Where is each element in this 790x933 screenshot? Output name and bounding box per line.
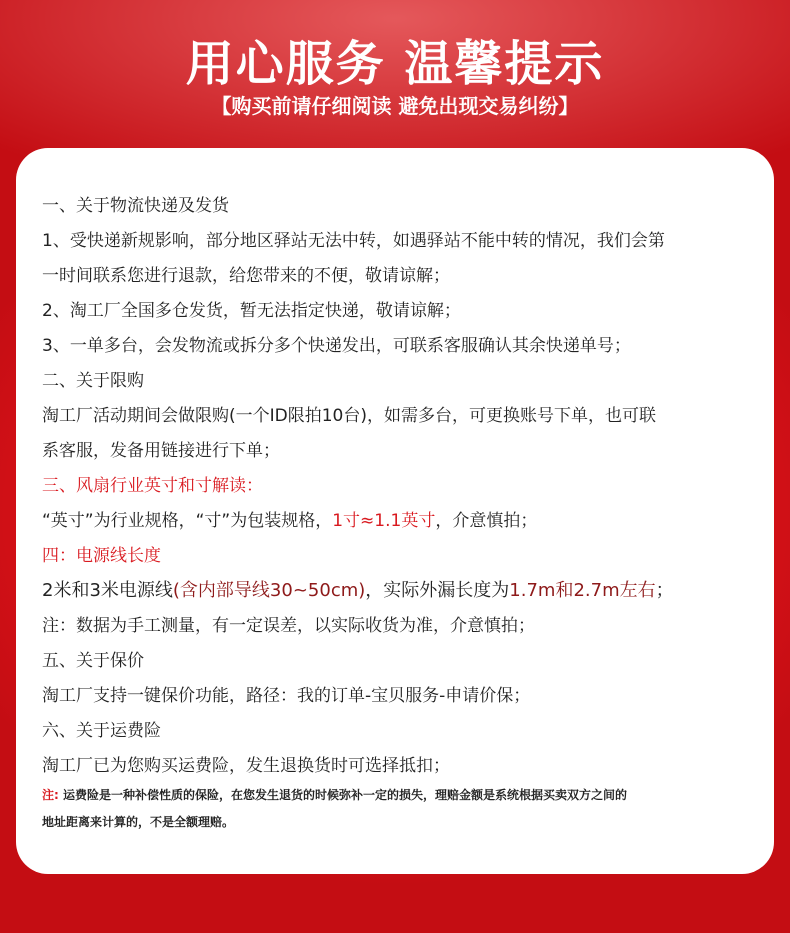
section-heading-price: 五、关于保价: [42, 651, 144, 671]
section-heading-insurance: 六、关于运费险: [42, 721, 161, 741]
cord-text-e: ；: [655, 580, 674, 601]
size-text-c: ，介意慎拍；: [435, 511, 538, 531]
size-text: [42, 509, 766, 533]
section-heading-logistics: 一、关于物流快递及发货: [42, 196, 229, 216]
logistics-item-1: 1、受快递新规影响，部分地区驿站无法中转，如遇驿站不能中转的情况，我们会第: [42, 231, 665, 251]
cord-text-length: 1.7m和2.7m左右: [509, 580, 656, 601]
insurance-note-label: 注:: [42, 788, 59, 802]
section-heading-size: 三、风扇行业英寸和寸解读：: [42, 476, 263, 496]
limit-text-cont: 系客服，发备用链接进行下单；: [42, 441, 280, 461]
size-text-highlight: 1寸≈1.1英寸: [332, 511, 436, 531]
insurance-note: [42, 784, 766, 806]
size-text-a: “英寸”为行业规格，“寸”为包装规格，: [42, 511, 333, 531]
section-heading-cord: 四：电源线长度: [42, 546, 161, 566]
cord-text-inner: (含内部导线30~50cm): [172, 580, 366, 601]
logistics-item-3: 3、一单多台，会发物流或拆分多个快递发出，可联系客服确认其余快递单号；: [42, 336, 631, 356]
limit-text: 淘工厂活动期间会做限购(一个ID限拍10台)，如需多台，可更换账号下单，也可联: [42, 406, 656, 426]
page-title: 用心服务 温馨提示: [185, 36, 605, 92]
insurance-text: 淘工厂已为您购买运费险，发生退换货时可选择抵扣；: [42, 756, 450, 776]
page-subtitle: 【购买前请仔细阅读 避免出现交易纠纷】: [211, 94, 579, 118]
insurance-note-cont: 地址距离来计算的，不是全额理赔。: [42, 815, 235, 829]
price-text: 淘工厂支持一键保价功能，路径：我的订单-宝贝服务-申请价保；: [42, 686, 531, 706]
cord-text-c: ，实际外漏长度为: [365, 580, 510, 601]
insurance-note-text: 运费险是一种补偿性质的保险，在您发生退货的时候弥补一定的损失，理赔金额是系统根据买卖双方之间的: [58, 788, 627, 802]
logistics-item-1-cont: 一时间联系您进行退款，给您带来的不便，敬请谅解；: [42, 266, 450, 286]
notice-card: [16, 148, 774, 874]
cord-note: 注：数据为手工测量，有一定误差，以实际收货为准，介意慎拍；: [42, 616, 535, 636]
logistics-item-2: 2、淘工厂全国多仓发货，暂无法指定快递，敬请谅解；: [42, 301, 461, 321]
cord-text: [42, 579, 766, 603]
section-heading-limit: 二、关于限购: [42, 371, 144, 391]
cord-text-a: 2米和3米电源线: [42, 580, 173, 601]
